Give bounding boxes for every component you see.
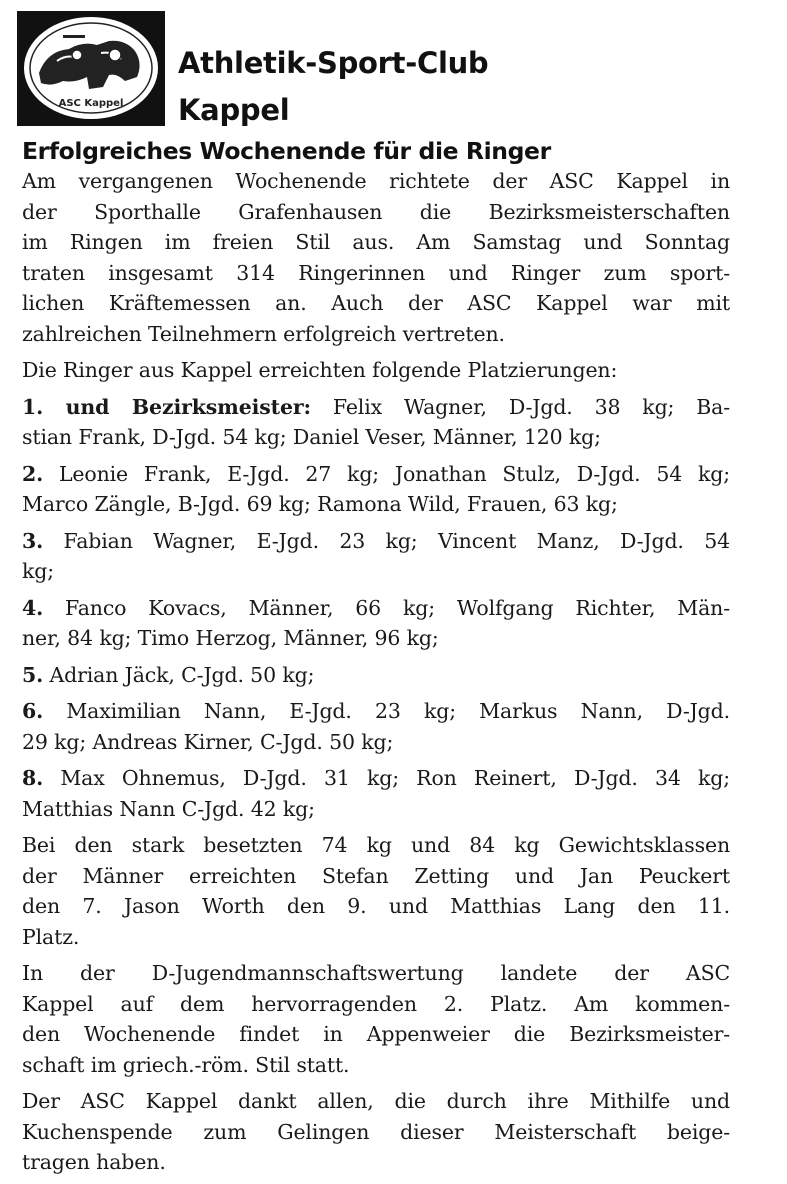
text-line: Kappel auf dem hervorragenden 2. Platz. Am kommen- xyxy=(22,991,730,1016)
placement-rank: 5. xyxy=(22,662,44,687)
text-line: Kuchenspende zum Gelingen dieser Meisterschaft beige- xyxy=(22,1119,730,1144)
club-name xyxy=(178,40,488,134)
placement-2 xyxy=(22,459,730,520)
text-line: ner, 84 kg; Timo Herzog, Männer, 96 kg; xyxy=(22,626,439,650)
thanks-paragraph xyxy=(22,1086,730,1178)
placement-text: Felix Wagner, D-Jgd. 38 kg; Ba- xyxy=(310,394,731,419)
text-line: den Wochenende findet in Appenweier die Bezirksmeister- xyxy=(22,1022,730,1046)
placement-rank: 4. xyxy=(22,595,44,620)
text-line: kg; xyxy=(22,559,55,583)
text-line: Am vergangenen Wochenende richtete der ASC Kappel in xyxy=(22,169,730,193)
placement-5 xyxy=(22,660,730,691)
text-line: In der D-Jugendmannschaftswertung landete der ASC xyxy=(22,961,730,985)
text-line: zahlreichen Teilnehmern erfolgreich vertreten. xyxy=(22,321,505,346)
placement-rank: 8. xyxy=(22,766,44,790)
text-line xyxy=(22,660,730,691)
text-line: der Männer erreichten Stefan Zetting und Jan Peuckert xyxy=(22,863,730,888)
heavyweight-paragraph xyxy=(22,830,730,952)
placement-rank: 3. xyxy=(22,528,44,553)
text-line: tragen haben. xyxy=(22,1150,166,1174)
club-name-line2: Kappel xyxy=(178,93,290,127)
placement-1 xyxy=(22,392,730,453)
text-line xyxy=(22,392,730,423)
text-line: Die Ringer aus Kappel erreichten folgende Platzierungen: xyxy=(22,358,618,382)
text-line: im Ringen im freien Stil aus. Am Samstag und Sonntag xyxy=(22,230,730,254)
placement-text: Leonie Frank, E-Jgd. 27 kg; Jonathan Stulz, D-Jgd. 54 kg; xyxy=(43,461,730,486)
placement-text: Adrian Jäck, C-Jgd. 50 kg; xyxy=(43,662,315,687)
youth-team-paragraph xyxy=(22,958,730,1080)
text-line: Marco Zängle, B-Jgd. 69 kg; Ramona Wild, Frauen, 63 kg; xyxy=(22,492,618,516)
text-line xyxy=(22,763,730,794)
placement-text: Maximilian Nann, E-Jgd. 23 kg; Markus Nann, D-Jgd. xyxy=(43,699,730,723)
placement-4 xyxy=(22,593,730,654)
text-line xyxy=(22,696,730,727)
logo-text: ASC Kappel xyxy=(58,98,124,109)
intro-paragraph xyxy=(22,166,730,349)
placement-rank: 6. xyxy=(22,699,44,723)
placement-rank: 1. und Bezirksmeister: xyxy=(22,394,311,419)
text-line: schaft im griech.-röm. Stil statt. xyxy=(22,1052,350,1077)
placement-text: Fanco Kovacs, Männer, 66 kg; Wolfgang Richter, Män- xyxy=(43,595,730,620)
article-body xyxy=(22,166,730,1184)
text-line: stian Frank, D-Jgd. 54 kg; Daniel Veser, Männer, 120 kg; xyxy=(22,425,601,449)
placement-text: Max Ohnemus, D-Jgd. 31 kg; Ron Reinert, D-Jgd. 34 kg; xyxy=(43,766,730,790)
text-line xyxy=(22,593,730,624)
text-line: den 7. Jason Worth den 9. und Matthias Lang den 11. xyxy=(22,894,730,918)
placement-3 xyxy=(22,526,730,587)
text-line: Platz. xyxy=(22,924,80,949)
club-logo xyxy=(17,11,165,126)
text-line: Matthias Nann C-Jgd. 42 kg; xyxy=(22,796,315,821)
wrestlers-logo-icon xyxy=(17,11,165,126)
text-line: der Sporthalle Grafenhausen die Bezirksmeisterschaften xyxy=(22,199,730,224)
club-name-line1: Athletik-Sport-Club xyxy=(178,46,489,80)
text-line xyxy=(22,459,730,490)
placement-text: Fabian Wagner, E-Jgd. 23 kg; Vincent Manz, D-Jgd. 54 xyxy=(43,528,730,553)
text-line: Der ASC Kappel dankt allen, die durch ihre Mithilfe und xyxy=(22,1089,730,1113)
text-line xyxy=(22,526,730,557)
text-line: Bei den stark besetzten 74 kg und 84 kg Gewichtsklassen xyxy=(22,833,730,857)
placement-rank: 2. xyxy=(22,461,44,486)
placement-8 xyxy=(22,763,730,824)
text-line: lichen Kräftemessen an. Auch der ASC Kappel war mit xyxy=(22,291,730,315)
placements-intro xyxy=(22,355,730,386)
text-line: 29 kg; Andreas Kirner, C-Jgd. 50 kg; xyxy=(22,729,394,754)
article-headline: Erfolgreiches Wochenende für die Ringer xyxy=(22,137,551,165)
placement-6 xyxy=(22,696,730,757)
text-line: traten insgesamt 314 Ringerinnen und Ringer zum sport- xyxy=(22,260,730,285)
